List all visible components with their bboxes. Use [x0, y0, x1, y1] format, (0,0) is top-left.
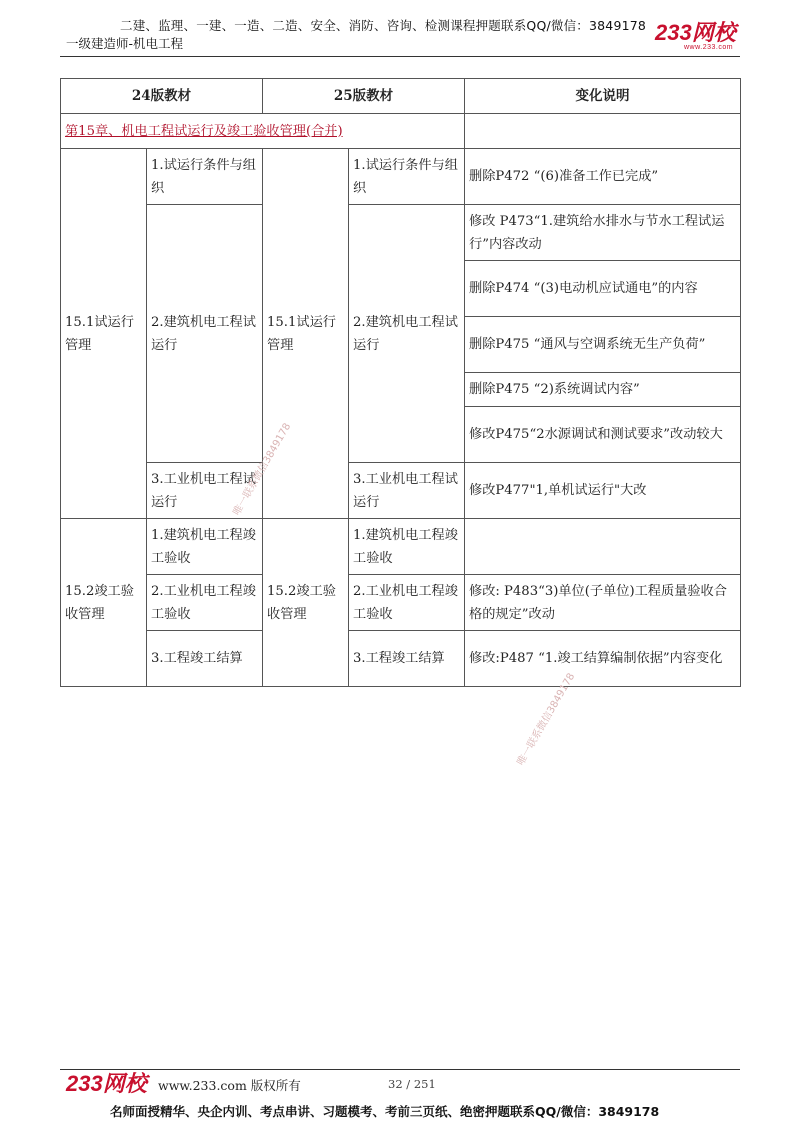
footer-divider: [60, 1069, 740, 1070]
table-row: [61, 149, 741, 205]
item-25-a3: 3.工业机电工程试运行: [349, 463, 465, 519]
item-24-b3: 3.工程竣工结算: [147, 631, 263, 687]
brand-logo-bottom: 233网校: [66, 1071, 147, 1096]
change-note: 删除P474 “(3)电动机应试通电”的内容: [465, 261, 741, 317]
change-note: 修改:P487 “1.竣工结算编制依据”内容变化: [465, 631, 741, 687]
table-header-row: [61, 79, 741, 114]
change-note: 删除P475 “2)系统调试内容”: [465, 373, 741, 407]
item-24-b1: 1.建筑机电工程竣工验收: [147, 519, 263, 575]
footer-copyright: www.233.com 版权所有: [158, 1078, 301, 1093]
header-promo-text: 二建、监理、一建、一造、二造、安全、消防、咨询、检测课程押题联系QQ/微信：3849178: [120, 18, 647, 33]
textbook-comparison-table: [60, 78, 741, 687]
footer-promo-text: 名师面授精华、央企内训、考点串讲、习题模考、考前三页纸、绝密押题联系QQ/微信：3849178: [110, 1104, 660, 1119]
item-24-a1: 1.试运行条件与组织: [147, 149, 263, 205]
section-25-acceptance: 15.2竣工验收管理: [263, 519, 349, 687]
change-note: 删除P472 “(6)准备工作已完成”: [465, 149, 741, 205]
change-note: 修改 P473“1.建筑给水排水与节水工程试运行”内容改动: [465, 205, 741, 261]
header-divider: [60, 56, 740, 57]
item-25-a1: 1.试运行条件与组织: [349, 149, 465, 205]
header-24-edition: 24版教材: [61, 79, 263, 114]
watermark: 唯一联系微信3849178: [231, 421, 294, 518]
item-24-a2: 2.建筑机电工程试运行: [147, 205, 263, 463]
document-subtitle: 一级建造师-机电工程: [66, 36, 184, 51]
change-note: 修改P477"1,单机试运行"大改: [465, 463, 741, 519]
table-row: [61, 463, 741, 519]
table-row: [61, 205, 741, 261]
table-row: [61, 575, 741, 631]
chapter-row: [61, 114, 741, 149]
item-25-a2: 2.建筑机电工程试运行: [349, 205, 465, 463]
table-row: [61, 519, 741, 575]
change-note-empty: [465, 519, 741, 575]
table-row: [61, 631, 741, 687]
section-24-acceptance: 15.2竣工验收管理: [61, 519, 147, 687]
header-25-edition: 25版教材: [263, 79, 465, 114]
item-25-b1: 1.建筑机电工程竣工验收: [349, 519, 465, 575]
item-25-b2: 2.工业机电工程竣工验收: [349, 575, 465, 631]
item-25-b3: 3.工程竣工结算: [349, 631, 465, 687]
chapter-notes-empty: [465, 114, 741, 149]
item-24-a3: 3.工业机电工程试运行: [147, 463, 263, 519]
change-note: 删除P475 “通风与空调系统无生产负荷”: [465, 317, 741, 373]
watermark: 唯一联系微信3849178: [515, 671, 578, 768]
section-25-trial-run: 15.1试运行管理: [263, 149, 349, 519]
header-change-notes: 变化说明: [465, 79, 741, 114]
brand-logo-url: www.233.com: [684, 44, 734, 51]
brand-logo-top: 233网校: [655, 20, 736, 45]
section-24-trial-run: 15.1试运行管理: [61, 149, 147, 519]
page-number: 32 / 251: [388, 1077, 436, 1091]
chapter-title: 第15章、机电工程试运行及竣工验收管理(合并): [61, 114, 465, 149]
change-note: 修改: P483“3)单位(子单位)工程质量验收合格的规定”改动: [465, 575, 741, 631]
item-24-b2: 2.工业机电工程竣工验收: [147, 575, 263, 631]
change-note: 修改P475“2水源调试和测试要求”改动较大: [465, 407, 741, 463]
